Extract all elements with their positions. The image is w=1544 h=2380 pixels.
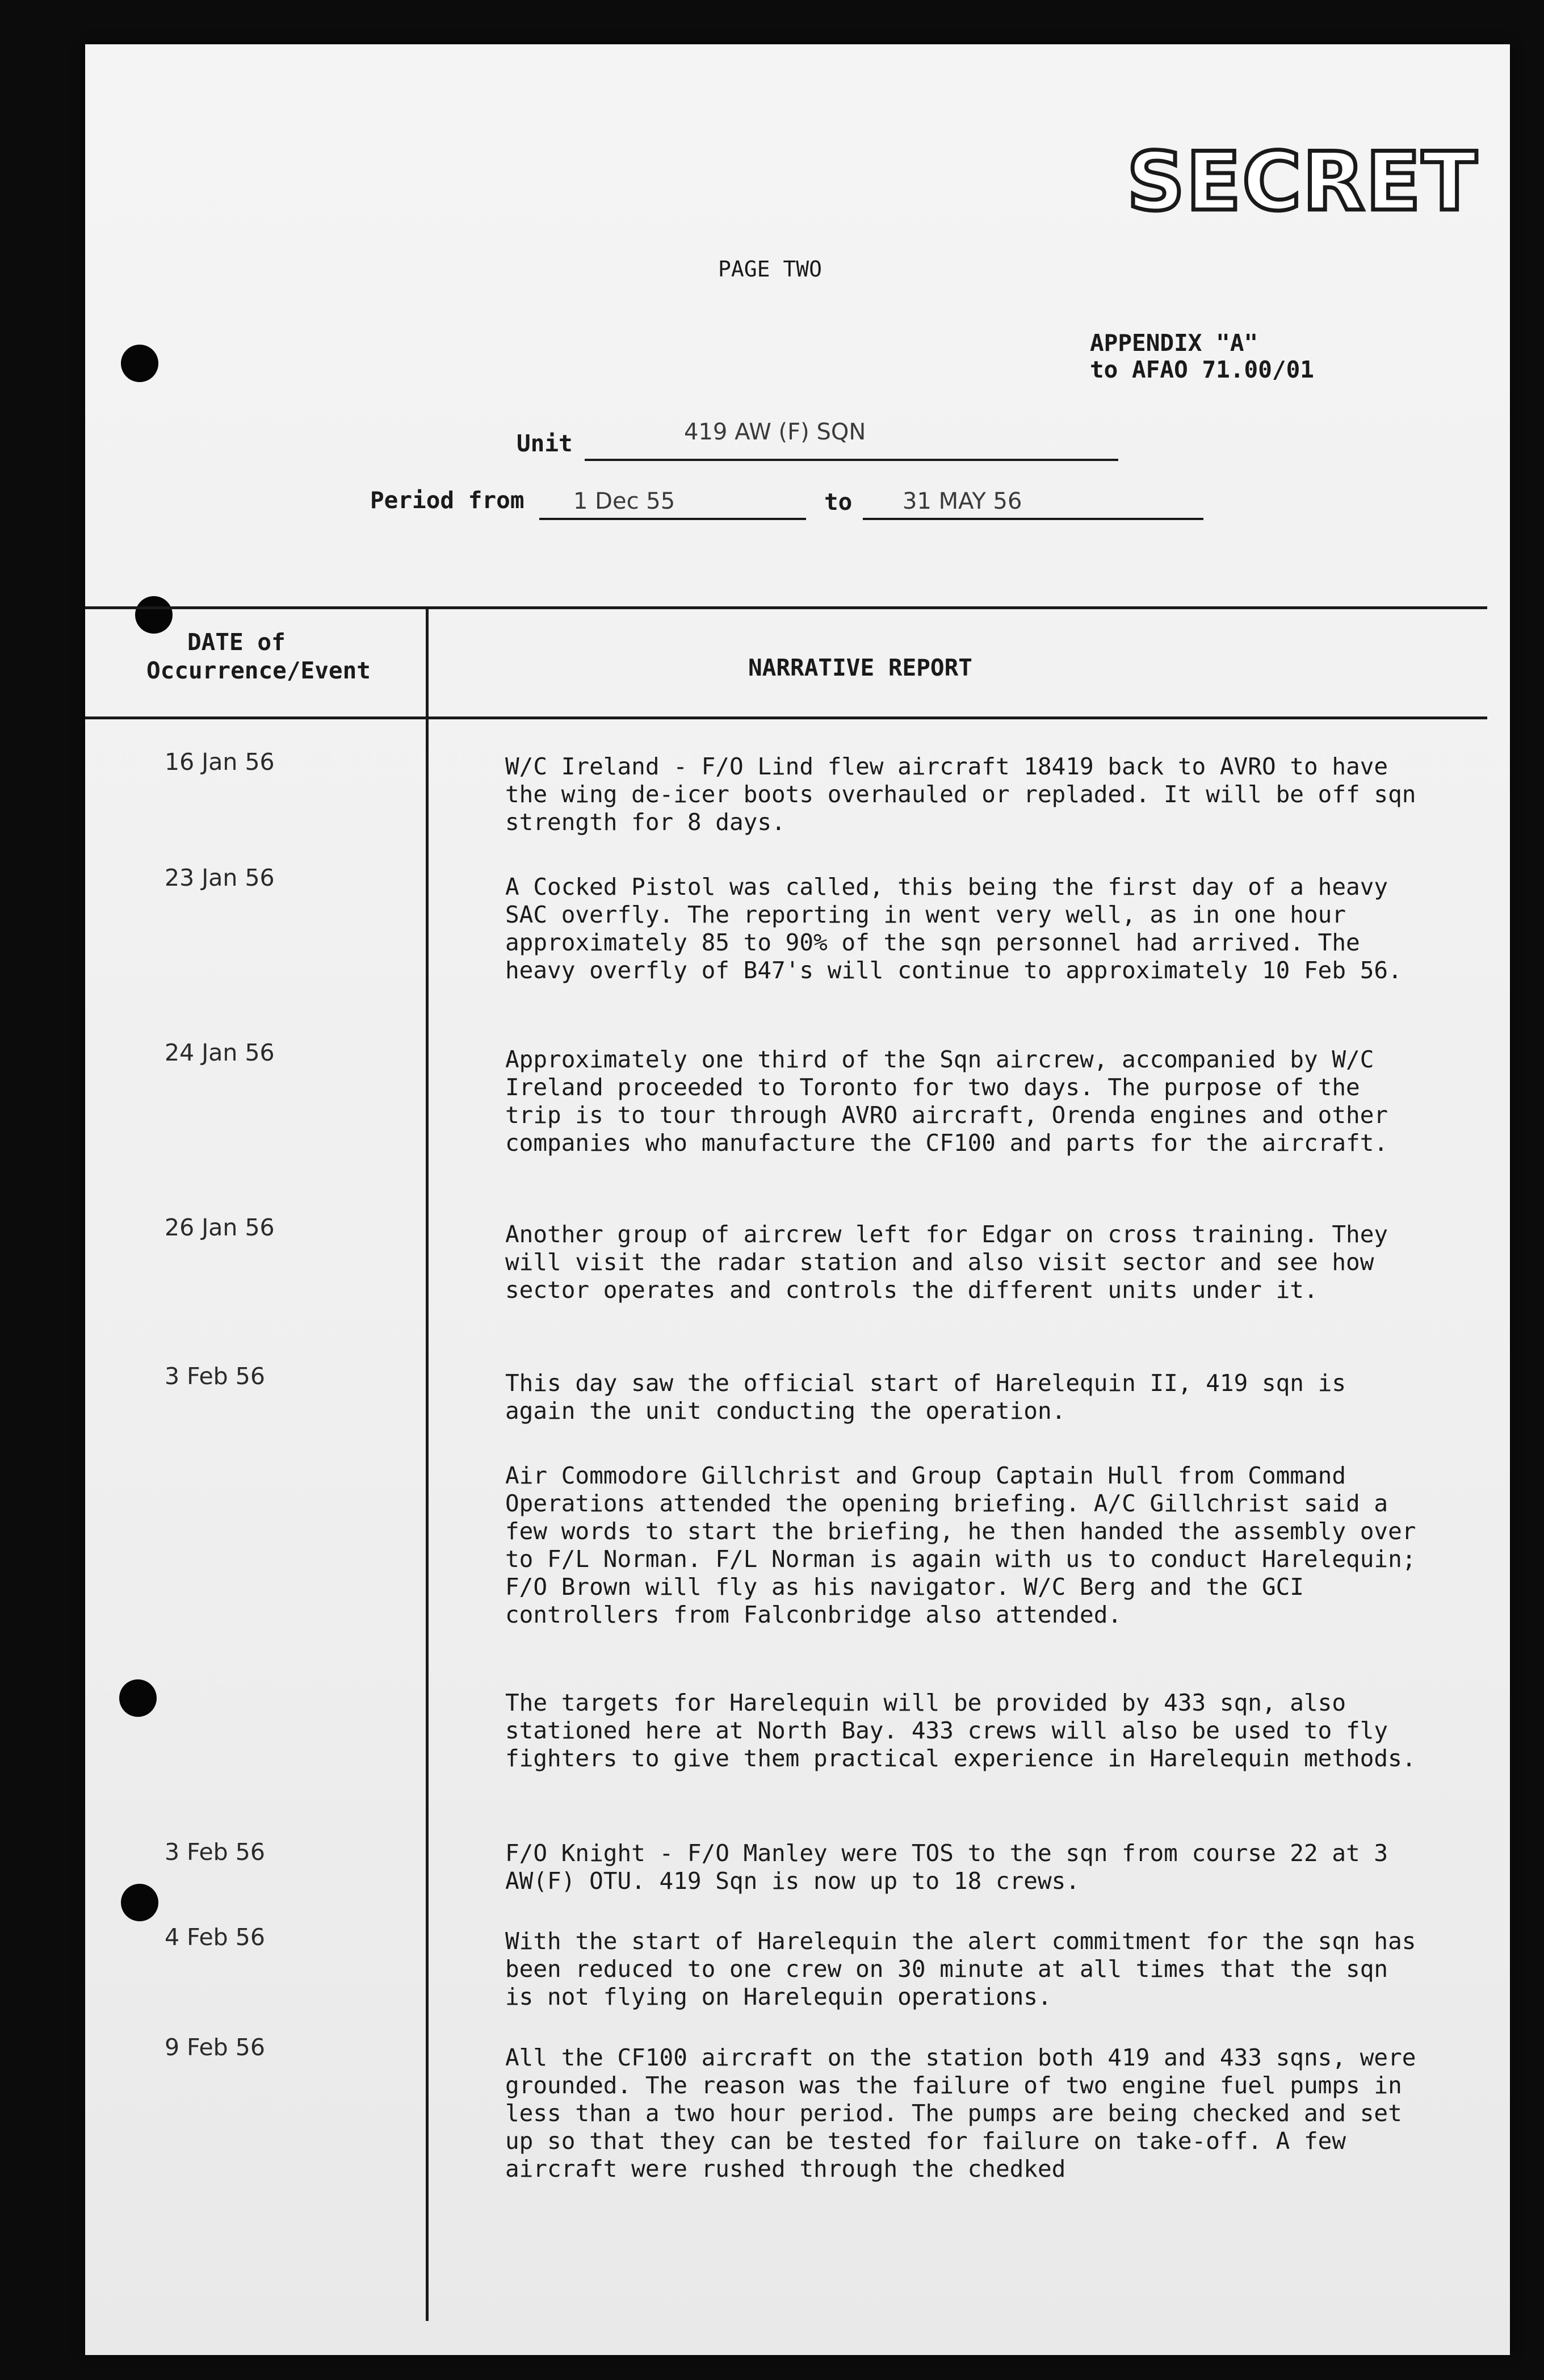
entry-narrative: The targets for Harelequin will be provided by 433 sqn, also stationed here at North Bay. 433 crews will also be used to fly fighters to give them practical experience in Harelequin methods.: [505, 1689, 1416, 1772]
entry-narrative: W/C Ireland - F/O Lind flew aircraft 18419 back to AVRO to have the wing de-icer boots overhauled or repladed. It will be off sqn strength for 8 days.: [505, 753, 1416, 836]
punch-hole: [119, 1679, 157, 1717]
table-header-rule: [85, 716, 1487, 719]
punch-hole: [121, 345, 158, 382]
unit-value: 419 AW (F) SQN: [684, 419, 866, 445]
entry-narrative: Air Commodore Gillchrist and Group Captain Hull from Command Operations attended the opening briefing. A/C Gillchrist said a few words to start the briefing, he then handed the assembly over to F/L Norman. F/L Norman is again with us to conduct Harelequin; F/O Brown will fly as his navigator. W/C Berg and the GCI controllers from Falconbridge also attended.: [505, 1462, 1416, 1628]
appendix-reference: to AFAO 71.00/01: [1090, 356, 1314, 383]
date-column-header: Occurrence/Event: [146, 657, 371, 684]
period-to-underline: [863, 518, 1203, 520]
period-label: Period from: [370, 487, 525, 514]
unit-label: Unit: [517, 430, 573, 457]
table-column-divider: [426, 606, 429, 2321]
punch-hole: [135, 596, 173, 634]
appendix-reference: APPENDIX "A": [1090, 329, 1258, 357]
entry-narrative: A Cocked Pistol was called, this being the first day of a heavy SAC overfly. The reporting in went very well, as in one hour approximately 85 to 90% of the sqn personnel had arrived. The heavy overfly of B47's will continue to approximately 10 Feb 56.: [505, 873, 1402, 984]
classification-stamp: SECRET: [1127, 135, 1478, 229]
date-column-header: DATE of: [187, 628, 286, 656]
entry-date: 9 Feb 56: [165, 2034, 265, 2061]
entry-narrative: Approximately one third of the Sqn aircrew, accompanied by W/C Ireland proceeded to Toronto for two days. The purpose of the trip is to tour through AVRO aircraft, Orenda engines and other companies who manufacture the CF100 and parts for the aircraft.: [505, 1046, 1388, 1157]
period-to-label: to: [824, 488, 853, 516]
entry-narrative: With the start of Harelequin the alert commitment for the sqn has been reduced to one crew on 30 minute at all times that the sqn is not flying on Harelequin operations.: [505, 1928, 1416, 2010]
entry-date: 4 Feb 56: [165, 1924, 265, 1951]
entry-date: 24 Jan 56: [165, 1039, 275, 1066]
entry-date: 26 Jan 56: [165, 1214, 275, 1241]
entry-narrative: This day saw the official start of Harelequin II, 419 sqn is again the unit conducting the operation.: [505, 1369, 1346, 1424]
entry-narrative: Another group of aircrew left for Edgar on cross training. They will visit the radar station and also visit sector and see how sector operates and controls the different units under it.: [505, 1221, 1388, 1304]
entry-date: 3 Feb 56: [165, 1363, 265, 1390]
entry-date: 3 Feb 56: [165, 1838, 265, 1866]
table-top-rule: [85, 606, 1487, 609]
page-label: PAGE TWO: [718, 257, 823, 282]
entry-narrative: All the CF100 aircraft on the station both 419 and 433 sqns, were grounded. The reason was the failure of two engine fuel pumps in less than a two hour period. The pumps are being checked and set up so that they can be tested for failure on take-off. A few aircraft were rushed through the chedked: [505, 2044, 1416, 2182]
period-from-underline: [539, 518, 806, 520]
narrative-column-header: NARRATIVE REPORT: [748, 654, 972, 681]
period-to-value: 31 MAY 56: [903, 488, 1022, 514]
punch-hole: [121, 1884, 158, 1921]
entry-date: 16 Jan 56: [165, 748, 275, 776]
entry-narrative: F/O Knight - F/O Manley were TOS to the sqn from course 22 at 3 AW(F) OTU. 419 Sqn is now up to 18 crews.: [505, 1840, 1388, 1895]
unit-underline: [585, 459, 1118, 461]
entry-date: 23 Jan 56: [165, 864, 275, 891]
period-from-value: 1 Dec 55: [573, 488, 676, 514]
